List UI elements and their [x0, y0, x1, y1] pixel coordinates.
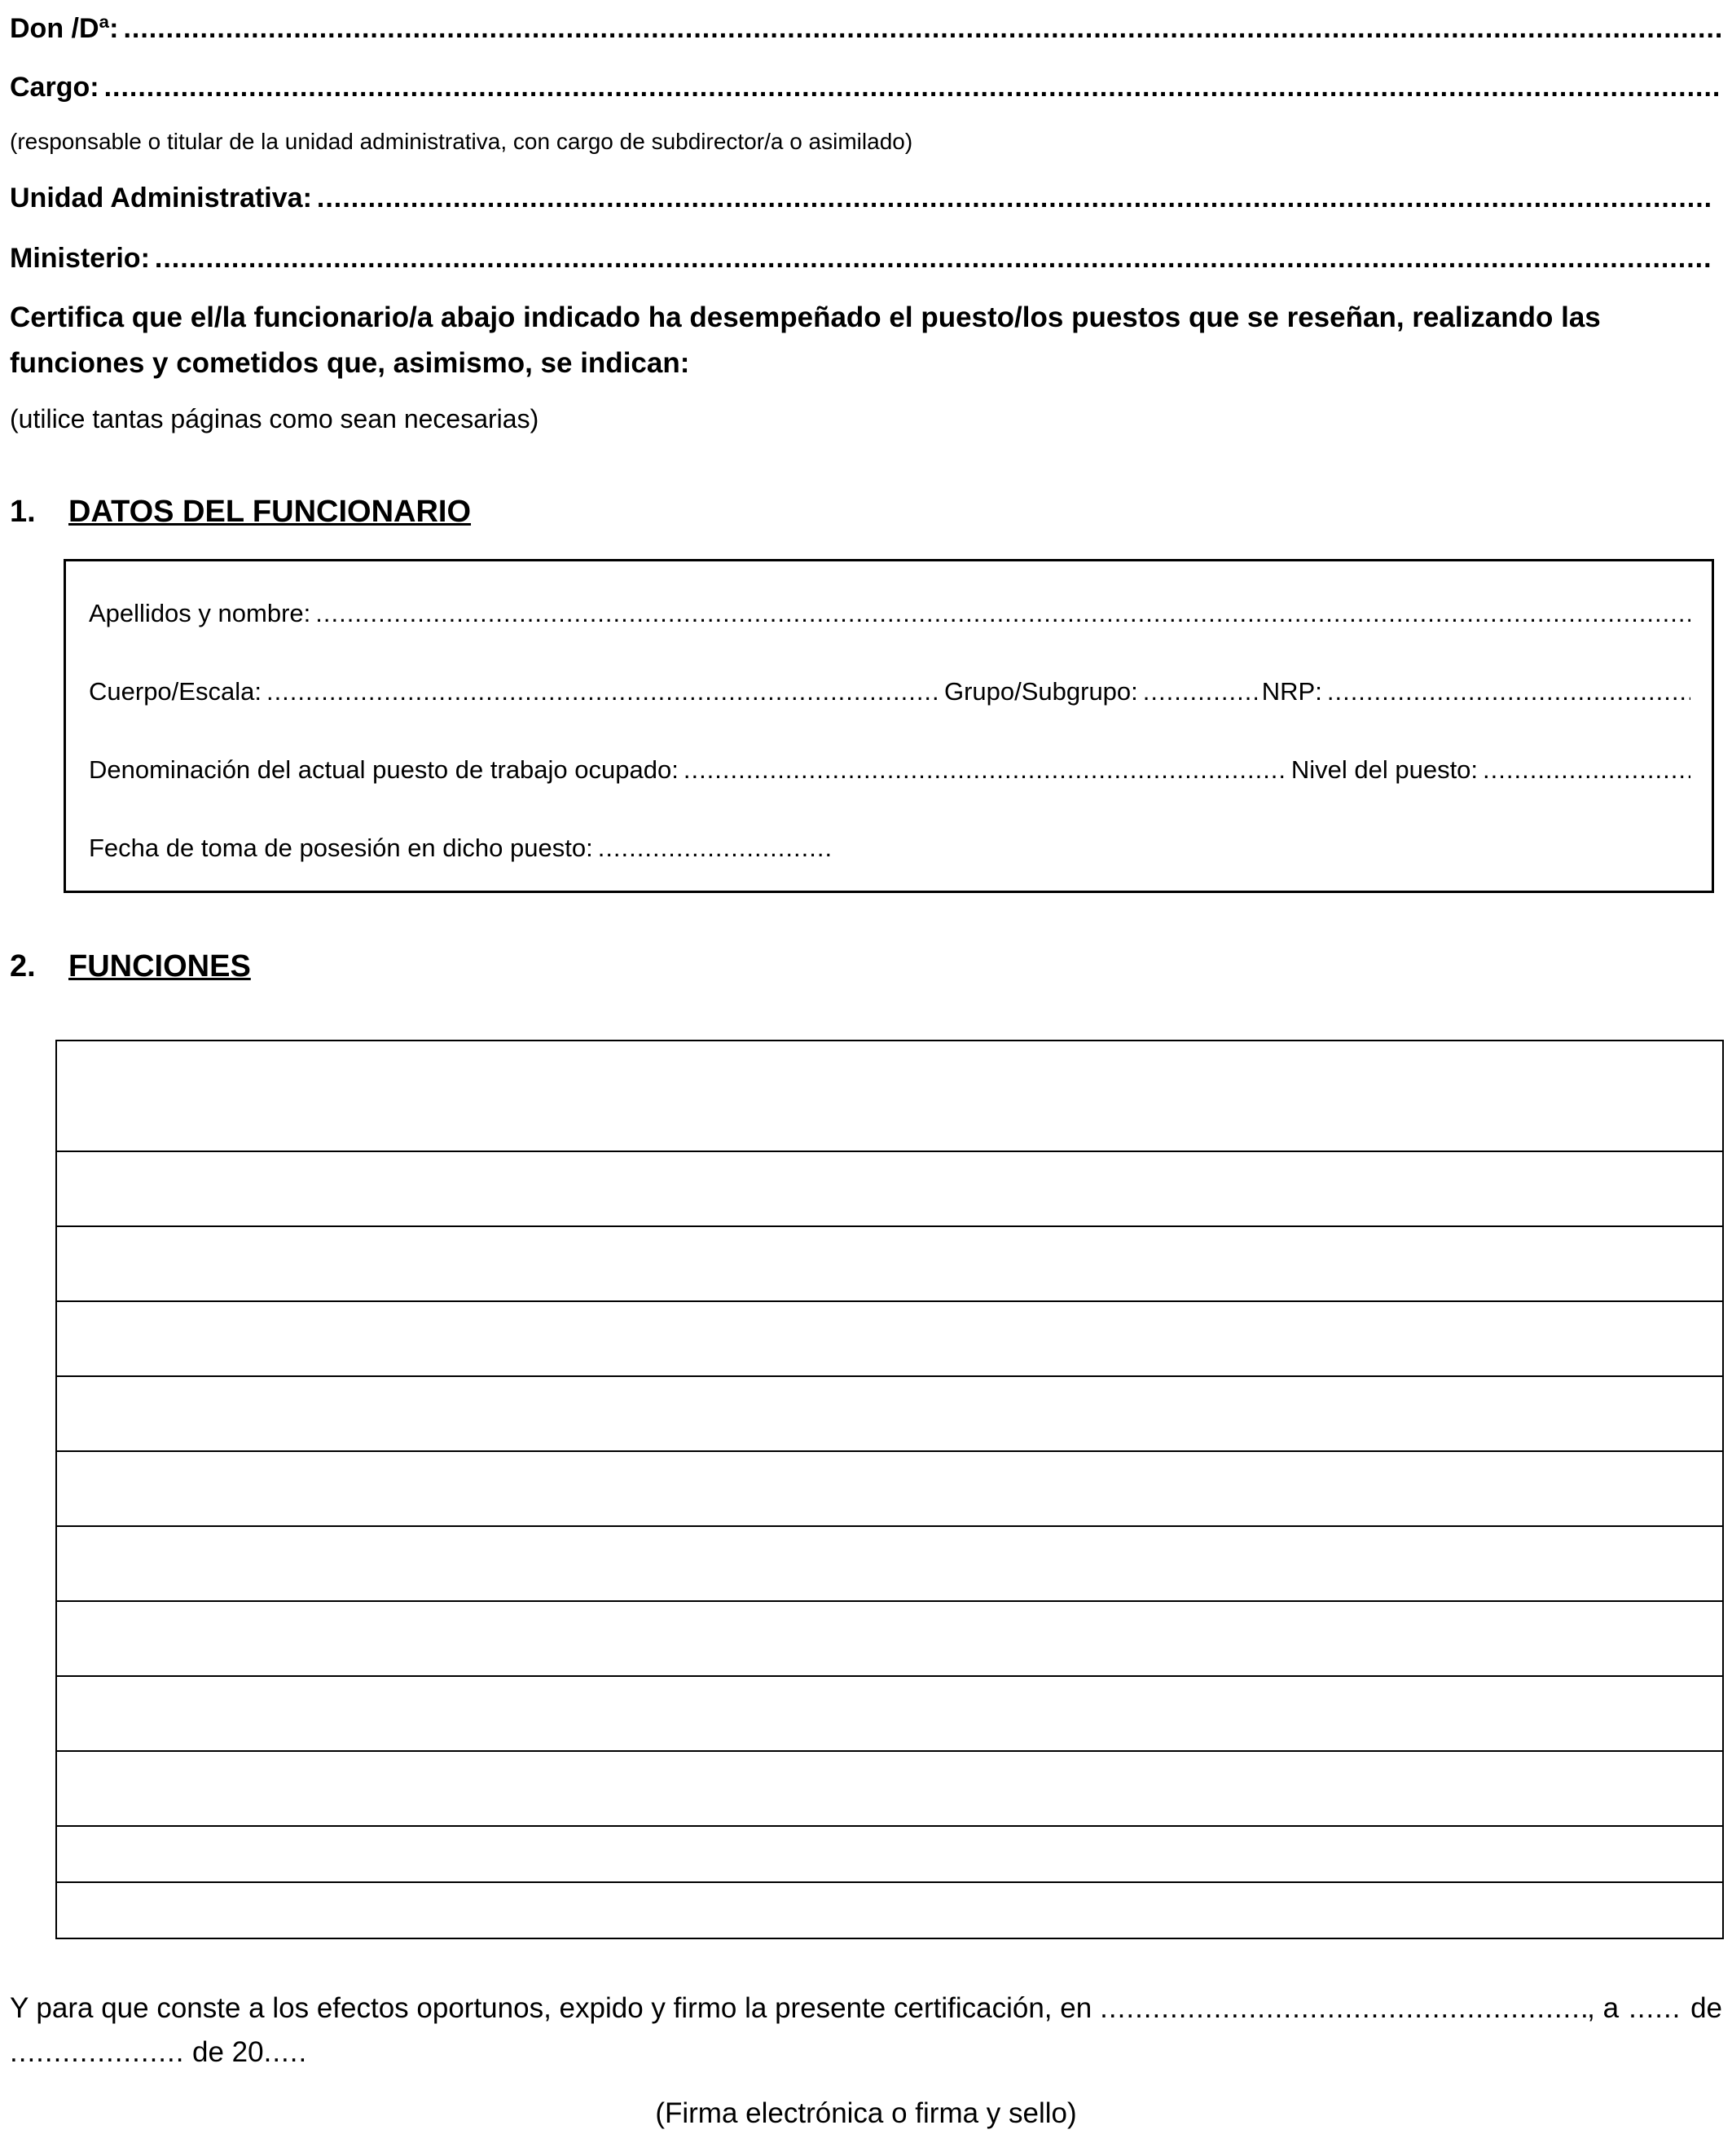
cargo-field[interactable] — [10, 70, 1722, 104]
denominacion-label: Denominación del actual puesto de trabajo ocupado: — [89, 755, 679, 784]
month-fill-line[interactable] — [10, 2031, 184, 2075]
pages-note: (utilice tantas páginas como sean necesarias) — [10, 404, 539, 433]
closing-de-20: de 20 — [192, 2036, 264, 2068]
funciones-row — [56, 1451, 1723, 1526]
place-fill-line[interactable] — [1100, 1987, 1587, 2031]
cuerpo-grupo-nrp-row — [89, 675, 1690, 708]
nrp-label: NRP: — [1261, 677, 1322, 706]
grupo-label: Grupo/Subgrupo: — [943, 677, 1138, 706]
ministerio-label: Ministerio: — [10, 243, 150, 274]
funciones-cell[interactable] — [56, 1526, 1723, 1601]
certifica-paragraph: Certifica que el/la funcionario/a abajo indicado ha desempeñado el puesto/los puestos que se reseñan, realizando las funciones y cometidos que, asimismo, se indican: — [10, 301, 1601, 379]
signature-note: (Firma electrónica o firma y sello) — [655, 2097, 1077, 2129]
ministerio-field[interactable] — [10, 241, 1712, 275]
grupo-fill-line[interactable] — [1143, 675, 1257, 708]
funciones-cell[interactable] — [56, 1751, 1723, 1826]
unidad-label: Unidad Administrativa: — [10, 183, 312, 213]
funciones-row — [56, 1151, 1723, 1226]
don-label: Don /Dª: — [10, 13, 119, 44]
closing-line-1 — [10, 1987, 1722, 2031]
nivel-label: Nivel del puesto: — [1290, 755, 1479, 784]
cargo-label: Cargo: — [10, 72, 99, 103]
section-2-heading — [10, 948, 251, 984]
funciones-row — [56, 1226, 1723, 1301]
section-1-title: DATOS DEL FUNCIONARIO — [68, 495, 472, 529]
closing-de: de — [1690, 1992, 1722, 2024]
nivel-fill-line[interactable] — [1483, 754, 1690, 786]
day-fill-line[interactable] — [1629, 1987, 1681, 2031]
fecha-label: Fecha de toma de posesión en dicho puesto: — [89, 834, 593, 862]
funciones-cell[interactable] — [56, 1151, 1723, 1226]
unidad-fill-line[interactable] — [317, 181, 1712, 215]
section-2-title: FUNCIONES — [68, 949, 251, 983]
funciones-cell[interactable] — [56, 1826, 1723, 1882]
funciones-cell[interactable] — [56, 1226, 1723, 1301]
denominacion-nivel-row — [89, 754, 1690, 786]
fecha-fill-line[interactable] — [598, 832, 834, 865]
don-fill-line[interactable] — [123, 11, 1722, 46]
funciones-row — [56, 1601, 1723, 1676]
apellidos-fill-line[interactable] — [315, 597, 1690, 630]
cuerpo-label: Cuerpo/Escala: — [89, 677, 262, 706]
unidad-field[interactable] — [10, 181, 1712, 215]
apellidos-field[interactable] — [89, 597, 1690, 630]
section-1-number: 1. — [10, 495, 36, 529]
funciones-table — [55, 1040, 1724, 1939]
funciones-cell[interactable] — [56, 1601, 1723, 1676]
cuerpo-fill-line[interactable] — [266, 675, 939, 708]
closing-line-2 — [10, 2031, 1722, 2075]
funciones-row — [56, 1526, 1723, 1601]
funciones-cell[interactable] — [56, 1676, 1723, 1751]
fecha-field — [89, 832, 1690, 865]
funciones-row — [56, 1882, 1723, 1938]
funciones-row — [56, 1301, 1723, 1376]
funciones-cell[interactable] — [56, 1301, 1723, 1376]
nrp-fill-line[interactable] — [1327, 675, 1690, 708]
funciones-row — [56, 1376, 1723, 1451]
don-field[interactable] — [10, 11, 1722, 46]
funciones-row — [56, 1826, 1723, 1882]
year-fill-line[interactable] — [264, 2031, 310, 2075]
funciones-row — [56, 1751, 1723, 1826]
funciones-cell[interactable] — [56, 1882, 1723, 1938]
funciones-row — [56, 1676, 1723, 1751]
ministerio-fill-line[interactable] — [155, 241, 1712, 275]
section-2-number: 2. — [10, 949, 36, 983]
closing-text: Y para que conste a los efectos oportunos, expido y firmo la presente certificación, en — [10, 1992, 1092, 2024]
funciones-row — [56, 1041, 1723, 1151]
cargo-note: (responsable o titular de la unidad administrativa, con cargo de subdirector/a o asimilado) — [10, 129, 913, 154]
funciones-cell[interactable] — [56, 1451, 1723, 1526]
denominacion-fill-line[interactable] — [684, 754, 1286, 786]
apellidos-label: Apellidos y nombre: — [89, 599, 311, 627]
cargo-fill-line[interactable] — [104, 70, 1722, 104]
closing-statement — [10, 1987, 1722, 2075]
closing-a: , a — [1587, 1992, 1620, 2024]
funciones-cell[interactable] — [56, 1376, 1723, 1451]
section-1-heading — [10, 494, 471, 530]
datos-funcionario-box — [64, 559, 1714, 893]
funciones-cell[interactable] — [56, 1041, 1723, 1151]
